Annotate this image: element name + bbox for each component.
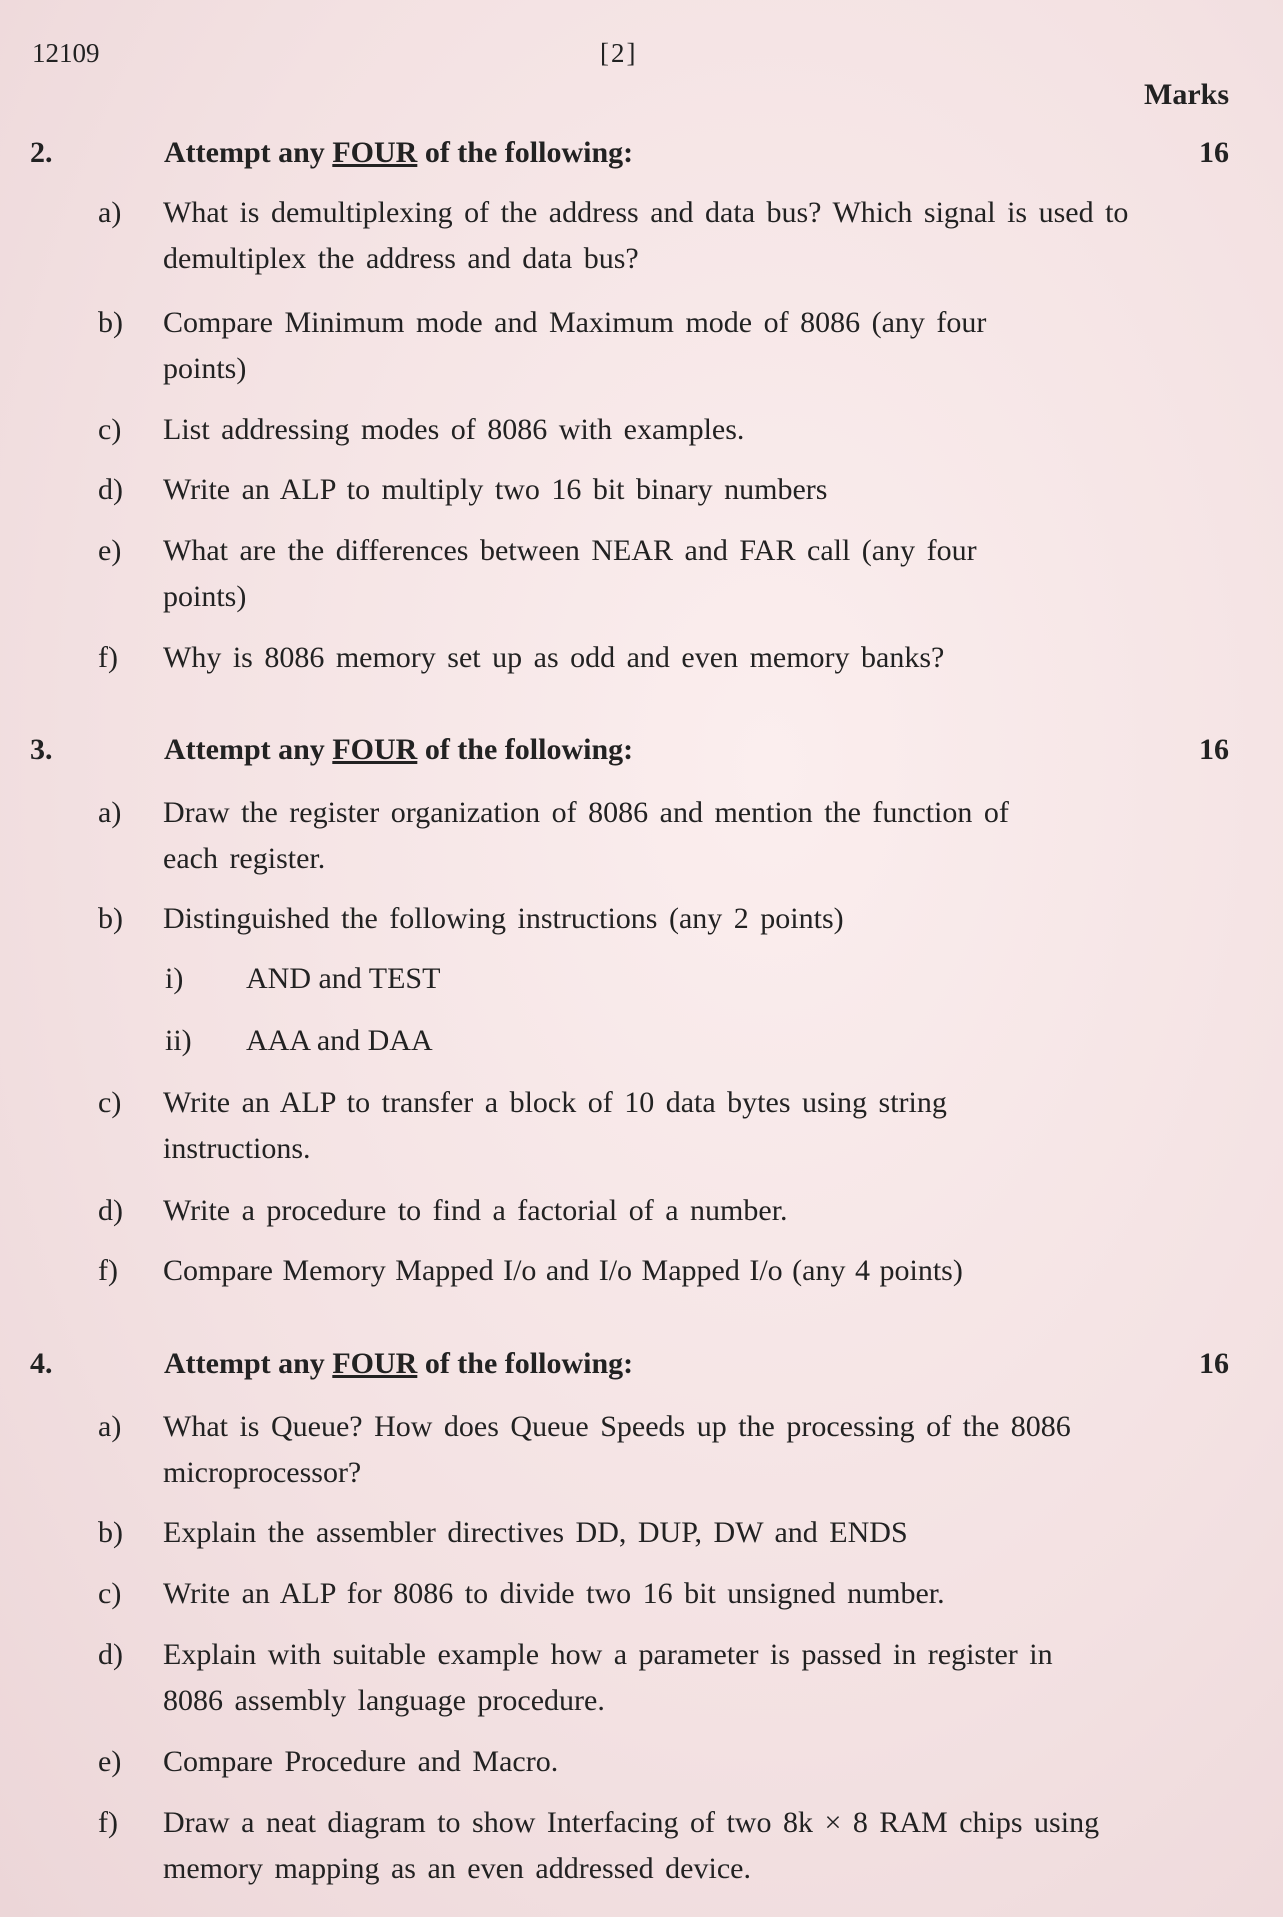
page-number: [2] (600, 38, 638, 68)
question-marks: 16 (1199, 136, 1229, 169)
question-marks: 16 (1199, 733, 1229, 766)
question-instruction: Attempt any FOUR of the following: (164, 733, 634, 766)
question-number: 3. (30, 733, 53, 766)
marks-heading: Marks (1144, 78, 1229, 111)
question-number: 4. (30, 1347, 53, 1380)
paper-code: 12109 (32, 38, 100, 68)
question-instruction: Attempt any FOUR of the following: (164, 1347, 634, 1380)
exam-page: 12109 [2] Marks 2. Attempt any FOUR of the following: 16 a) What is demultiplexing of the address and data bus? Which signal is used to demultiplex the address and data bus? b) Compare Minimum mode and Maximum mode of 8086 (any four points) c) List addressing modes of 8086 with examples. d) Write an ALP to multiply two 16 bit binary numbers e) What are the differences between NEAR and FAR call (any four points) f) Why is 8086 memory set up as odd and even memory banks? 3. Attempt any FOUR of the following: 16 a) Draw the register organization of 8086 and mention the function of each register. b) Distinguished the following instructions (any 2 points) i) AND and TEST ii) AAA and DAA c) Write an ALP to transfer a block of 10 data bytes using string instructions. d) Write a procedure to find a factorial of a number. f) Compare Memory Mapped I/o and I/o Mapped I/o (any 4 points) 4. Attempt any FOUR of the following: 16 a) What is Queue? How does Queue Speeds up the processing of the 8086 microprocessor? b) Explain the assembler directives DD, DUP, DW and ENDS c) Write an ALP for 8086 to divide two 16 bit unsigned number. d) Explain with suitable example how a parameter is passed in register in 8086 assembly language procedure. e) Compare Procedure and Macro. f) Draw a neat diagram to show Interfacing of two 8k × 8 RAM chips using memory mapping as an even addressed device. (0, 0, 1283, 1917)
question-number: 2. (30, 136, 53, 169)
question-marks: 16 (1199, 1347, 1229, 1380)
question-instruction: Attempt any FOUR of the following: (164, 136, 634, 169)
